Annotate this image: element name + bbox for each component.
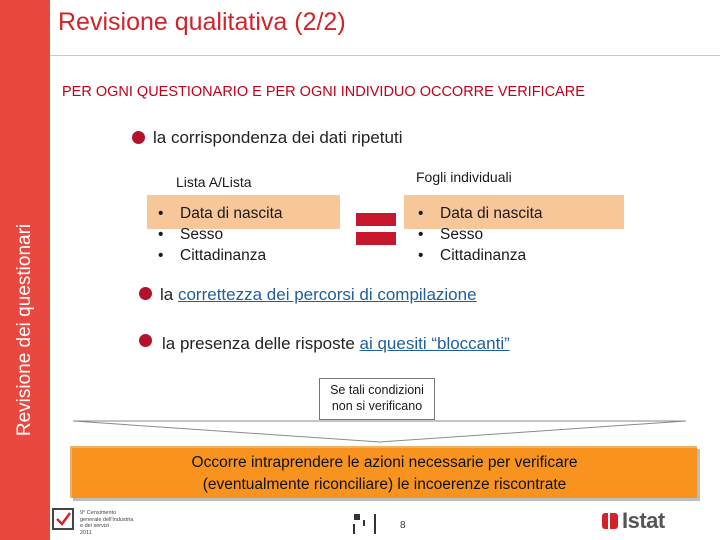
istat-logo-icon — [600, 511, 620, 531]
list-item: • Cittadinanza — [416, 245, 543, 266]
list-item: • Sesso — [156, 224, 283, 245]
census-logo-icon — [52, 508, 74, 530]
condition-box: Se tali condizioni non si verificano — [319, 378, 435, 420]
list-item: • Data di nascita — [416, 203, 543, 224]
page-title: Revisione qualitativa (2/2) — [58, 8, 346, 36]
list-item: • Sesso — [416, 224, 543, 245]
list-item: • Cittadinanza — [156, 245, 283, 266]
list-item: • Data di nascita — [156, 203, 283, 224]
subtitle: PER OGNI QUESTIONARIO E PER OGNI INDIVIDUO OCCORRE VERIFICARE — [62, 84, 585, 100]
blocking-link[interactable]: ai quesiti “bloccanti” — [359, 334, 510, 353]
result-box: Occorre intraprendere le azioni necessarie per verificare (eventualmente riconciliare) le incoerenze riscontrate — [70, 446, 697, 498]
page-number: 8 — [400, 520, 406, 531]
bullet-blocking: la presenza delle risposte ai quesiti “bloccanti” — [162, 334, 510, 353]
istat-brand: Istat — [622, 508, 665, 533]
bullet-paths: la correttezza dei percorsi di compilazione — [160, 285, 477, 304]
paths-link[interactable]: correttezza dei percorsi di compilazione — [177, 285, 477, 304]
bullet-correspondence: la corrispondenza dei dati ripetuti — [153, 128, 403, 147]
left-column-header: Lista A/Lista — [176, 174, 252, 190]
network-icon — [352, 512, 378, 536]
side-label: Revisione dei questionari — [14, 223, 35, 437]
right-column-header: Fogli individuali — [416, 169, 512, 185]
census-logo-text: 9° Censimento generale dell'industria e dei servizi 2011 — [80, 510, 134, 536]
